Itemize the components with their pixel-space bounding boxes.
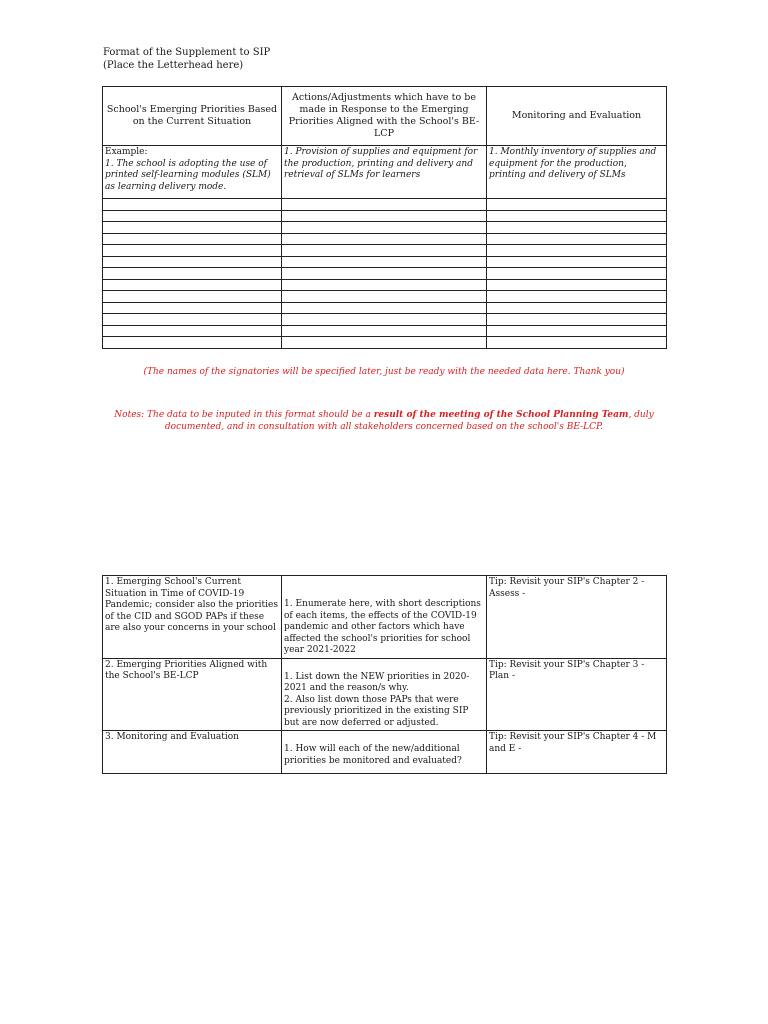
guide-tip-chapter4: Tip: Revisit your SIP's Chapter 4 - M and E -: [487, 731, 667, 774]
table-row: [103, 199, 667, 211]
guide-instruction-priorities: [282, 658, 487, 731]
supplement-table: [102, 86, 667, 349]
letterhead-note: (Place the Letterhead here): [103, 60, 244, 71]
empty-cell[interactable]: [282, 233, 487, 245]
table-row: [103, 337, 667, 349]
guide-instruction-monitoring: [282, 731, 487, 774]
guide-tip-chapter3: Tip: Revisit your SIP's Chapter 3 - Plan -: [487, 658, 667, 731]
example-cell-monitoring: 1. Monthly inventory of supplies and equipment for the production, printing and delivery of SLMs: [487, 146, 667, 199]
example-cell-priorities: [103, 146, 282, 199]
table-row: [103, 325, 667, 337]
guide-row-emerging-priorities: [103, 658, 667, 731]
empty-cell[interactable]: [103, 199, 282, 211]
empty-cell[interactable]: [487, 199, 667, 211]
guide-tip-chapter2: Tip: Revisit your SIP's Chapter 2 - Assess -: [487, 576, 667, 659]
empty-cell[interactable]: [282, 279, 487, 291]
guide-table: [102, 575, 667, 774]
empty-cell[interactable]: [282, 210, 487, 222]
guide-label-monitoring: 3. Monitoring and Evaluation: [103, 731, 282, 774]
table-row: [103, 210, 667, 222]
empty-cell[interactable]: [103, 279, 282, 291]
table-header-row: [103, 87, 667, 146]
empty-cell[interactable]: [103, 268, 282, 280]
notes-paragraph: [102, 409, 666, 433]
guide-instruction-effects: [282, 576, 487, 659]
empty-cell[interactable]: [282, 222, 487, 234]
empty-cell[interactable]: [487, 210, 667, 222]
empty-cell[interactable]: [487, 256, 667, 268]
notes-prefix: Notes: The data to be inputed in this format should be a: [114, 410, 374, 420]
empty-cell[interactable]: [487, 337, 667, 349]
empty-cell[interactable]: [487, 233, 667, 245]
example-row: [103, 146, 667, 199]
empty-cell[interactable]: [487, 279, 667, 291]
example-label: Example:: [105, 147, 148, 157]
guide-instruction-monitoring-text: 1. How will each of the new/additional priorities be monitored and evaluated?: [284, 744, 462, 766]
signatories-note: (The names of the signatories will be specified later, just be ready with the needed data here. Thank you): [143, 367, 625, 377]
empty-cell[interactable]: [282, 314, 487, 326]
guide-instruction-deferred-paps: 2. Also list down those PAPs that were previously prioritized in the existing SIP but are now deferred or adjusted.: [284, 694, 469, 728]
guide-instruction-new-priorities: 1. List down the NEW priorities in 2020-2021 and the reason/s why.: [284, 671, 470, 693]
notes-suffix: , duly documented, and in consultation with all stakeholders concerned based on the school's BE-LCP.: [164, 410, 654, 432]
table-row: [103, 256, 667, 268]
header-actions-adjustments: Actions/Adjustments which have to be made in Response to the Emerging Priorities Aligned with the School's BE-LCP: [282, 87, 487, 146]
empty-cell[interactable]: [487, 268, 667, 280]
guide-label-current-situation: 1. Emerging School's Current Situation in Time of COVID-19 Pandemic; consider also the priorities of the CID and SGOD PAPs if these are also your concerns in your school: [103, 576, 282, 659]
table-row: [103, 233, 667, 245]
empty-cell[interactable]: [487, 222, 667, 234]
empty-cell[interactable]: [282, 245, 487, 257]
example-cell-actions: 1. Provision of supplies and equipment for the production, printing and delivery and retrieval of SLMs for learners: [282, 146, 487, 199]
doc-title: Format of the Supplement to SIP: [103, 47, 271, 58]
table-row: [103, 302, 667, 314]
table-row: [103, 268, 667, 280]
empty-cell[interactable]: [282, 337, 487, 349]
table-row: [103, 279, 667, 291]
empty-cell[interactable]: [103, 222, 282, 234]
empty-cell[interactable]: [487, 291, 667, 303]
empty-cell[interactable]: [282, 325, 487, 337]
header-emerging-priorities: School's Emerging Priorities Based on the Current Situation: [103, 87, 282, 146]
empty-cell[interactable]: [487, 314, 667, 326]
empty-cell[interactable]: [103, 314, 282, 326]
guide-label-emerging-priorities: 2. Emerging Priorities Aligned with the School's BE-LCP: [103, 658, 282, 731]
notes-emphasis: result of the meeting of the School Planning Team: [373, 410, 629, 420]
empty-cell[interactable]: [103, 245, 282, 257]
header-monitoring-evaluation: Monitoring and Evaluation: [487, 87, 667, 146]
empty-cell[interactable]: [103, 256, 282, 268]
empty-cell[interactable]: [282, 291, 487, 303]
empty-cell[interactable]: [103, 233, 282, 245]
empty-cell[interactable]: [282, 256, 487, 268]
empty-cell[interactable]: [103, 302, 282, 314]
empty-cell[interactable]: [103, 325, 282, 337]
empty-cell[interactable]: [487, 245, 667, 257]
empty-cell[interactable]: [282, 268, 487, 280]
guide-row-current-situation: [103, 576, 667, 659]
table-row: [103, 245, 667, 257]
empty-cell[interactable]: [282, 199, 487, 211]
guide-instruction-text: 1. Enumerate here, with short descriptions of each items, the effects of the COVID-19 pandemic and other factors which have affected the school's priorities for school year 2021-2022: [284, 599, 481, 655]
empty-cell[interactable]: [103, 337, 282, 349]
empty-cell[interactable]: [103, 210, 282, 222]
example-priority-text: 1. The school is adopting the use of printed self-learning modules (SLM) as learning delivery mode.: [105, 158, 271, 192]
empty-cell[interactable]: [487, 325, 667, 337]
guide-row-monitoring: [103, 731, 667, 774]
table-row: [103, 314, 667, 326]
table-row: [103, 222, 667, 234]
table-row: [103, 291, 667, 303]
empty-cell[interactable]: [487, 302, 667, 314]
empty-cell[interactable]: [282, 302, 487, 314]
empty-cell[interactable]: [103, 291, 282, 303]
